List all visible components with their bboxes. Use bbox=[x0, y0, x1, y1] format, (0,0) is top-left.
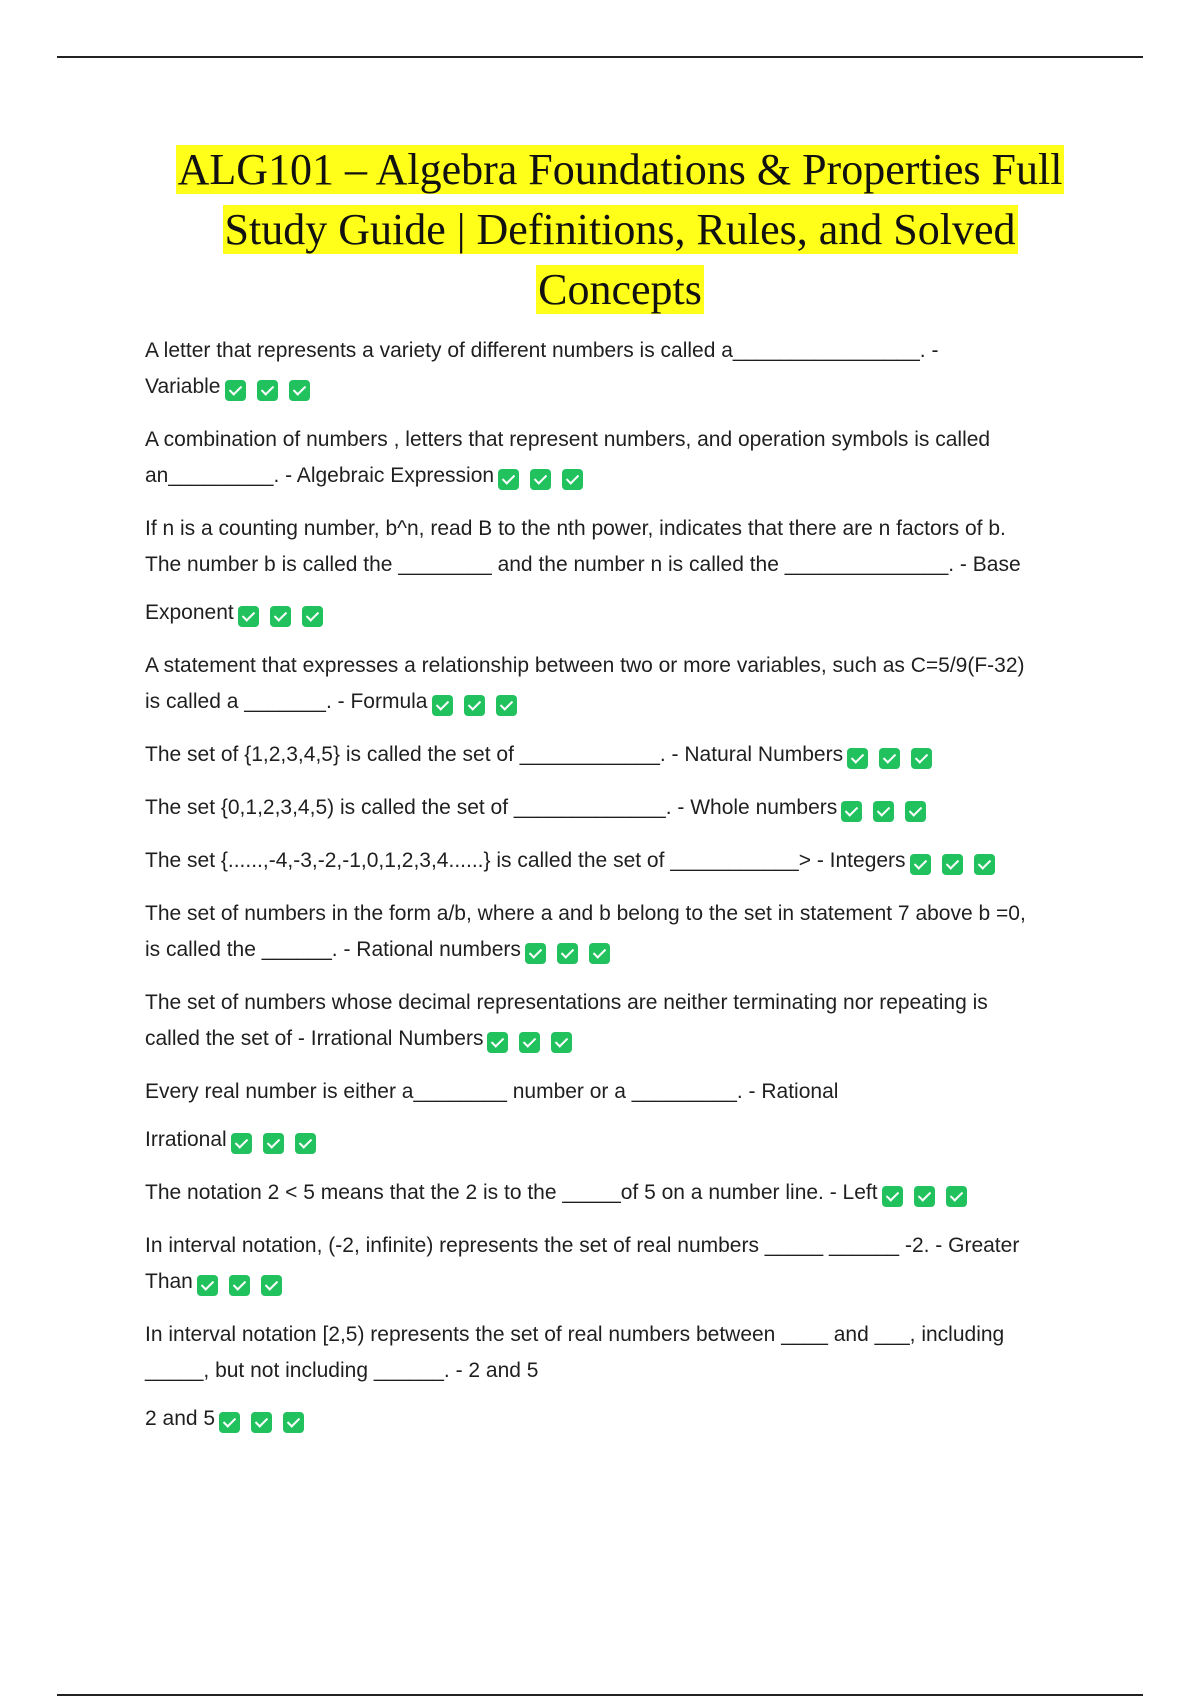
check-box-icon bbox=[302, 606, 323, 627]
question-item bbox=[145, 1317, 1085, 1440]
check-box-icon bbox=[432, 695, 453, 716]
question-text: The set of numbers in the form a/b, where a and b belong to the set in statement 7 above b =0, bbox=[145, 902, 1026, 925]
check-box-icon bbox=[487, 1032, 508, 1053]
question-item bbox=[145, 896, 1085, 971]
check-box-icon bbox=[295, 1133, 316, 1154]
question-item bbox=[145, 790, 1085, 829]
check-box-icon bbox=[914, 1186, 935, 1207]
check-box-icon bbox=[525, 943, 546, 964]
question-text: In interval notation [2,5) represents the set of real numbers between ____ and ___, including bbox=[145, 1323, 1005, 1346]
question-text: In interval notation, (-2, infinite) represents the set of real numbers _____ ______ -2. - Greater bbox=[145, 1234, 1020, 1257]
question-text bbox=[145, 737, 1085, 776]
title-line-3: Concepts bbox=[538, 265, 702, 314]
check-box-icon bbox=[519, 1032, 540, 1053]
check-group bbox=[197, 1267, 293, 1303]
check-group bbox=[498, 461, 594, 497]
check-box-icon bbox=[589, 943, 610, 964]
check-group bbox=[910, 846, 1006, 882]
check-box-icon bbox=[905, 801, 926, 822]
answer-text: The set {0,1,2,3,4,5) is called the set of _____________. - Whole numbers bbox=[145, 796, 838, 819]
check-box-icon bbox=[873, 801, 894, 822]
question-text bbox=[145, 684, 1085, 723]
question-item bbox=[145, 648, 1085, 723]
question-text: A combination of numbers , letters that represent numbers, and operation symbols is called bbox=[145, 428, 991, 451]
check-box-icon bbox=[557, 943, 578, 964]
check-group bbox=[219, 1404, 315, 1440]
check-box-icon bbox=[910, 854, 931, 875]
check-box-icon bbox=[974, 854, 995, 875]
question-text: _____, but not including ______. - 2 and 5 bbox=[145, 1359, 539, 1382]
document-title bbox=[140, 140, 1100, 320]
question-item bbox=[145, 422, 1085, 497]
header-rule bbox=[57, 56, 1143, 58]
check-group bbox=[525, 935, 621, 971]
question-item bbox=[145, 737, 1085, 776]
answer-text: Variable bbox=[145, 375, 221, 398]
check-box-icon bbox=[882, 1186, 903, 1207]
answer-text: is called a _______. - Formula bbox=[145, 690, 428, 713]
question-text bbox=[145, 1401, 1085, 1440]
question-item bbox=[145, 985, 1085, 1060]
check-group bbox=[847, 740, 943, 776]
answer-text: Irrational bbox=[145, 1128, 227, 1151]
answer-text: is called the ______. - Rational numbers bbox=[145, 938, 521, 961]
answer-text: The set of {1,2,3,4,5} is called the set of ____________. - Natural Numbers bbox=[145, 743, 844, 766]
check-box-icon bbox=[946, 1186, 967, 1207]
question-item bbox=[145, 1074, 1085, 1161]
check-box-icon bbox=[847, 748, 868, 769]
question-item bbox=[145, 843, 1085, 882]
check-box-icon bbox=[229, 1275, 250, 1296]
check-box-icon bbox=[562, 469, 583, 490]
check-box-icon bbox=[464, 695, 485, 716]
question-text bbox=[145, 595, 1085, 634]
question-list bbox=[145, 333, 1085, 1454]
answer-text: The notation 2 < 5 means that the 2 is to the _____of 5 on a number line. - Left bbox=[145, 1181, 878, 1204]
check-box-icon bbox=[238, 606, 259, 627]
footer-rule bbox=[57, 1694, 1143, 1696]
check-box-icon bbox=[270, 606, 291, 627]
answer-text: The set {......,-4,-3,-2,-1,0,1,2,3,4......} is called the set of ___________> - Integers bbox=[145, 849, 906, 872]
question-item bbox=[145, 1228, 1085, 1303]
question-text bbox=[145, 790, 1085, 829]
question-item bbox=[145, 1175, 1085, 1214]
question-item bbox=[145, 333, 1085, 408]
check-box-icon bbox=[841, 801, 862, 822]
answer-text: 2 and 5 bbox=[145, 1407, 216, 1430]
question-item bbox=[145, 511, 1085, 634]
title-line-2: Study Guide | Definitions, Rules, and Solved bbox=[224, 205, 1016, 254]
title-line-1: ALG101 – Algebra Foundations & Properties Full bbox=[177, 145, 1063, 194]
question-text bbox=[145, 458, 1085, 497]
check-box-icon bbox=[263, 1133, 284, 1154]
question-text: A statement that expresses a relationship between two or more variables, such as C=5/9(F-32) bbox=[145, 654, 1025, 677]
check-group bbox=[225, 372, 321, 408]
answer-text: Exponent bbox=[145, 601, 234, 624]
question-text bbox=[145, 932, 1085, 971]
check-group bbox=[432, 687, 528, 723]
question-text: The number b is called the ________ and the number n is called the ______________. - Base bbox=[145, 553, 1021, 576]
check-box-icon bbox=[289, 380, 310, 401]
check-box-icon bbox=[551, 1032, 572, 1053]
check-box-icon bbox=[496, 695, 517, 716]
question-text bbox=[145, 1122, 1085, 1161]
check-box-icon bbox=[911, 748, 932, 769]
question-text: A letter that represents a variety of different numbers is called a________________. - bbox=[145, 339, 939, 362]
check-group bbox=[882, 1178, 978, 1214]
check-box-icon bbox=[530, 469, 551, 490]
question-text bbox=[145, 1264, 1085, 1303]
check-group bbox=[238, 598, 334, 634]
question-text bbox=[145, 843, 1085, 882]
question-text: Every real number is either a________ number or a _________. - Rational bbox=[145, 1080, 839, 1103]
answer-text: Than bbox=[145, 1270, 193, 1293]
check-group bbox=[231, 1125, 327, 1161]
check-box-icon bbox=[225, 380, 246, 401]
check-box-icon bbox=[498, 469, 519, 490]
check-box-icon bbox=[879, 748, 900, 769]
question-text bbox=[145, 369, 1085, 408]
check-group bbox=[841, 793, 937, 829]
check-box-icon bbox=[261, 1275, 282, 1296]
check-box-icon bbox=[942, 854, 963, 875]
check-box-icon bbox=[219, 1412, 240, 1433]
answer-text: an_________. - Algebraic Expression bbox=[145, 464, 495, 487]
answer-text: called the set of - Irrational Numbers bbox=[145, 1027, 484, 1050]
check-box-icon bbox=[283, 1412, 304, 1433]
question-text bbox=[145, 1021, 1085, 1060]
check-group bbox=[487, 1024, 583, 1060]
check-box-icon bbox=[197, 1275, 218, 1296]
question-text: If n is a counting number, b^n, read B to the nth power, indicates that there are n factors of b. bbox=[145, 517, 1006, 540]
question-text: The set of numbers whose decimal representations are neither terminating nor repeating is bbox=[145, 991, 988, 1014]
question-text bbox=[145, 1175, 1085, 1214]
check-box-icon bbox=[231, 1133, 252, 1154]
check-box-icon bbox=[257, 380, 278, 401]
check-box-icon bbox=[251, 1412, 272, 1433]
